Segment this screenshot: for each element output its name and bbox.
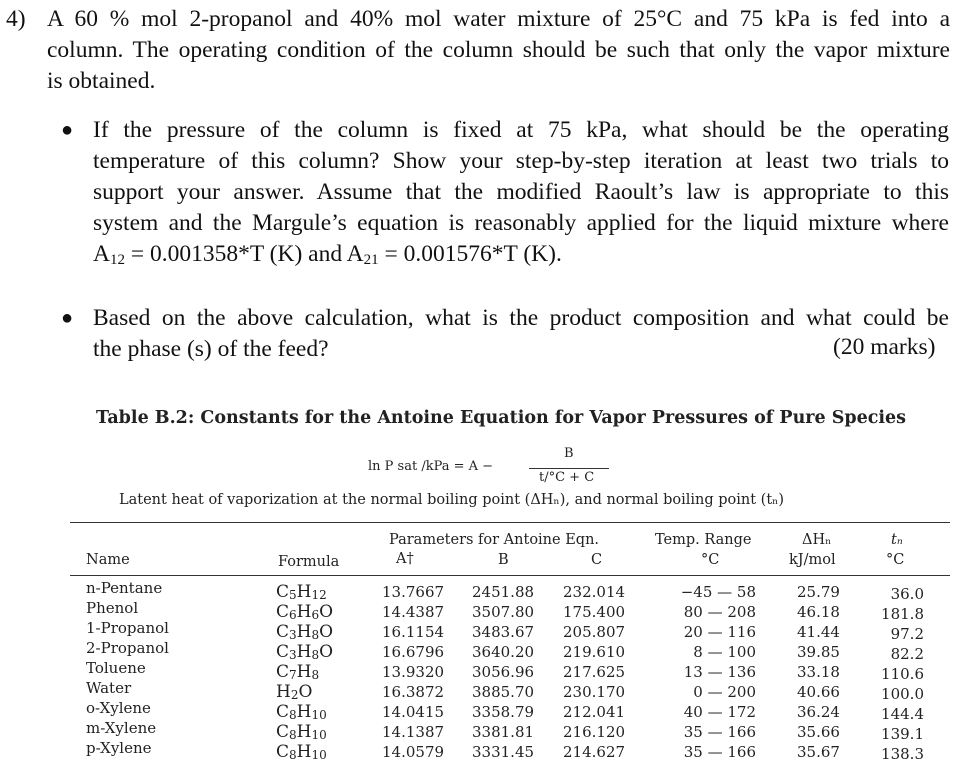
formula-subscript: 3 <box>289 648 297 662</box>
cell-name: 2-Propanol <box>86 639 169 657</box>
formula-element: C <box>276 642 290 662</box>
formula-subscript: 7 <box>289 668 297 682</box>
formula-subscript: 10 <box>311 728 327 742</box>
cell-temp-range: −45 — 58 <box>680 583 756 601</box>
cell-temp-range: 80 — 208 <box>683 603 756 621</box>
cell-c: 214.627 <box>563 743 626 761</box>
table-header-rule <box>70 575 950 576</box>
bullet1-line-4: system and the Margule’s equation is reasonably applied for the liquid mixture where <box>93 210 949 236</box>
cell-dh: 39.85 <box>797 643 840 661</box>
cell-tn: 82.2 <box>890 645 924 663</box>
cell-b: 3381.81 <box>472 723 535 741</box>
question-line-1: A 60 % mol 2-propanol and 40% mol water mixture of 25°C and 75 kPa is fed into a <box>47 6 950 32</box>
formula-element: C <box>276 742 290 762</box>
cell-tn: 181.8 <box>881 605 924 623</box>
header-tn: tₙ <box>891 532 903 548</box>
cell-dh: 35.67 <box>797 743 840 761</box>
formula-subscript: 8 <box>289 728 297 742</box>
cell-c: 230.170 <box>563 683 626 701</box>
cell-a: 14.4387 <box>382 603 445 621</box>
header-temp-range: Temp. Range <box>655 532 752 548</box>
bullet-icon: ● <box>61 307 74 329</box>
column-a <box>382 582 444 762</box>
cell-c: 216.120 <box>563 723 626 741</box>
cell-formula <box>276 582 333 602</box>
cell-temp-range: 0 — 200 <box>693 683 756 701</box>
cell-temp-range: 8 — 100 <box>693 643 756 661</box>
cell-dh: 35.66 <box>797 723 840 741</box>
formula-subscript: 6 <box>289 608 297 622</box>
header-formula: Formula <box>278 554 340 570</box>
formula-element: H <box>296 582 312 602</box>
column-c <box>563 582 625 762</box>
cell-b: 3056.96 <box>472 663 535 681</box>
cell-dh: 41.44 <box>797 623 840 641</box>
question-line-3: is obtained. <box>47 68 156 94</box>
latent-heat-note: Latent heat of vaporization at the normal boiling point (ΔHₙ), and normal boiling point (tₙ) <box>119 492 785 508</box>
cell-b: 3640.20 <box>472 643 535 661</box>
cell-tn: 110.6 <box>881 665 924 683</box>
cell-formula <box>276 682 333 702</box>
cell-temp-range: 40 — 172 <box>683 703 756 721</box>
formula-subscript: 6 <box>311 608 320 622</box>
header-c: C <box>591 552 603 568</box>
table-caption <box>96 408 906 428</box>
cell-a: 14.1387 <box>382 723 445 741</box>
cell-a: 13.9320 <box>382 663 445 681</box>
cell-dh: 36.24 <box>797 703 840 721</box>
cell-name: n-Pentane <box>86 579 163 597</box>
header-tn-unit: °C <box>886 552 905 568</box>
cell-tn: 36.0 <box>890 585 924 603</box>
cell-name: 1-Propanol <box>86 619 169 637</box>
formula-subscript: 10 <box>311 708 327 722</box>
header-params: Parameters for Antoine Eqn. <box>389 532 600 548</box>
question-number: 4) <box>6 6 26 32</box>
a21-subscript: 21 <box>363 252 379 268</box>
cell-temp-range: 13 — 136 <box>683 663 756 681</box>
formula-element: H <box>296 642 312 662</box>
cell-dh: 25.79 <box>797 583 840 601</box>
cell-a: 16.6796 <box>382 643 445 661</box>
formula-element: H <box>296 662 312 682</box>
formula-element: H <box>296 722 312 742</box>
cell-name: Toluene <box>86 659 146 677</box>
cell-name: Water <box>86 679 132 697</box>
cell-name: o-Xylene <box>86 699 151 717</box>
cell-c: 175.400 <box>563 603 626 621</box>
cell-temp-range: 35 — 166 <box>683 723 756 741</box>
bullet2-line-2: the phase (s) of the feed? <box>93 336 329 362</box>
a12-subscript: 12 <box>109 252 125 268</box>
equation-left: ln P sat /kPa = A − <box>368 459 494 474</box>
column-dh <box>797 582 840 762</box>
cell-dh: 46.18 <box>797 603 840 621</box>
formula-element: C <box>276 622 290 642</box>
bullet1-line-5 <box>93 241 562 269</box>
bullet-icon: ● <box>61 119 74 141</box>
cell-b: 3483.67 <box>472 623 535 641</box>
equation-denominator: t/°C + C <box>539 470 595 485</box>
header-temp-unit: °C <box>701 552 720 568</box>
formula-element: C <box>276 722 290 742</box>
bullet1-line-2: temperature of this column? Show your step-by-step iteration at least two trials to <box>93 148 949 174</box>
cell-c: 212.041 <box>563 703 626 721</box>
formula-subscript: 10 <box>311 748 327 762</box>
cell-c: 232.014 <box>563 583 626 601</box>
formula-subscript: 2 <box>290 688 299 702</box>
cell-formula <box>276 702 333 722</box>
formula-subscript: 8 <box>311 668 320 682</box>
formula-subscript: 3 <box>289 628 297 642</box>
cell-a: 16.1154 <box>382 623 445 641</box>
column-tn <box>874 584 924 764</box>
column-b <box>472 582 534 762</box>
column-formula <box>276 582 333 762</box>
cell-formula <box>276 642 333 662</box>
column-name <box>86 578 169 758</box>
formula-element: H <box>296 602 312 622</box>
formula-subscript: 8 <box>311 648 320 662</box>
header-dh-unit: kJ/mol <box>789 552 836 568</box>
question-line-2: column. The operating condition of the column should be such that only the vapor mixture <box>47 37 950 63</box>
cell-a: 14.0415 <box>382 703 445 721</box>
formula-element: H <box>276 682 291 702</box>
marks-label: (20 marks) <box>833 334 936 360</box>
cell-c: 219.610 <box>563 643 626 661</box>
cell-b: 2451.88 <box>472 583 535 601</box>
cell-dh: 40.66 <box>797 683 840 701</box>
formula-element: H <box>296 742 312 762</box>
bullet1-line-3: support your answer. Assume that the modified Raoult’s law is appropriate to this <box>93 179 949 205</box>
formula-subscript: 5 <box>289 588 297 602</box>
a12-label: A <box>93 241 110 267</box>
cell-a: 14.0579 <box>382 743 445 761</box>
cell-temp-range: 20 — 116 <box>683 623 756 641</box>
cell-formula <box>276 742 333 762</box>
formula-element: C <box>276 662 290 682</box>
column-temp-range <box>652 582 756 762</box>
header-dh: ΔHₙ <box>802 532 832 548</box>
bullet2-line-1: Based on the above calculation, what is the product composition and what could be <box>93 305 949 331</box>
formula-element: O <box>298 682 313 702</box>
header-a: A† <box>396 551 414 567</box>
fraction-line <box>529 468 609 469</box>
cell-formula <box>276 662 333 682</box>
cell-formula <box>276 602 333 622</box>
formula-subscript: 8 <box>289 708 297 722</box>
cell-c: 217.625 <box>563 663 626 681</box>
formula-element: C <box>276 602 290 622</box>
cell-b: 3885.70 <box>472 683 535 701</box>
formula-element: H <box>296 702 312 722</box>
cell-name: Phenol <box>86 599 139 617</box>
cell-a: 13.7667 <box>382 583 445 601</box>
formula-subscript: 8 <box>289 748 297 762</box>
bullet1-line-1: If the pressure of the column is fixed at 75 kPa, what should be the operating <box>93 117 949 143</box>
caption-bold: Table B.2: <box>96 408 195 428</box>
cell-dh: 33.18 <box>797 663 840 681</box>
header-name: Name <box>86 552 130 568</box>
caption-rest: Constants for the Antoine Equation for Vapor Pressures of Pure Species <box>194 408 907 428</box>
cell-b: 3331.45 <box>472 743 535 761</box>
formula-subscript: 12 <box>311 588 327 602</box>
cell-tn: 144.4 <box>881 705 924 723</box>
formula-element: C <box>276 582 290 602</box>
formula-subscript: 8 <box>311 628 320 642</box>
formula-element: O <box>319 602 334 622</box>
cell-c: 205.807 <box>563 623 626 641</box>
formula-element: O <box>319 622 334 642</box>
a12-value: = 0.001358*T (K) and A <box>124 241 364 267</box>
cell-b: 3358.79 <box>472 703 535 721</box>
formula-element: C <box>276 702 290 722</box>
a21-value: = 0.001576*T (K). <box>378 241 562 267</box>
header-b: B <box>498 552 509 568</box>
cell-tn: 100.0 <box>881 685 924 703</box>
cell-a: 16.3872 <box>382 683 445 701</box>
cell-temp-range: 35 — 166 <box>683 743 756 761</box>
formula-element: H <box>296 622 312 642</box>
cell-tn: 138.3 <box>881 745 924 763</box>
cell-name: p-Xylene <box>86 739 152 757</box>
equation-numerator: B <box>564 446 574 461</box>
cell-formula <box>276 622 333 642</box>
table-top-rule <box>70 522 950 523</box>
cell-b: 3507.80 <box>472 603 535 621</box>
cell-tn: 139.1 <box>881 725 924 743</box>
cell-formula <box>276 722 333 742</box>
formula-element: O <box>319 642 334 662</box>
cell-tn: 97.2 <box>890 625 924 643</box>
cell-name: m-Xylene <box>86 719 157 737</box>
